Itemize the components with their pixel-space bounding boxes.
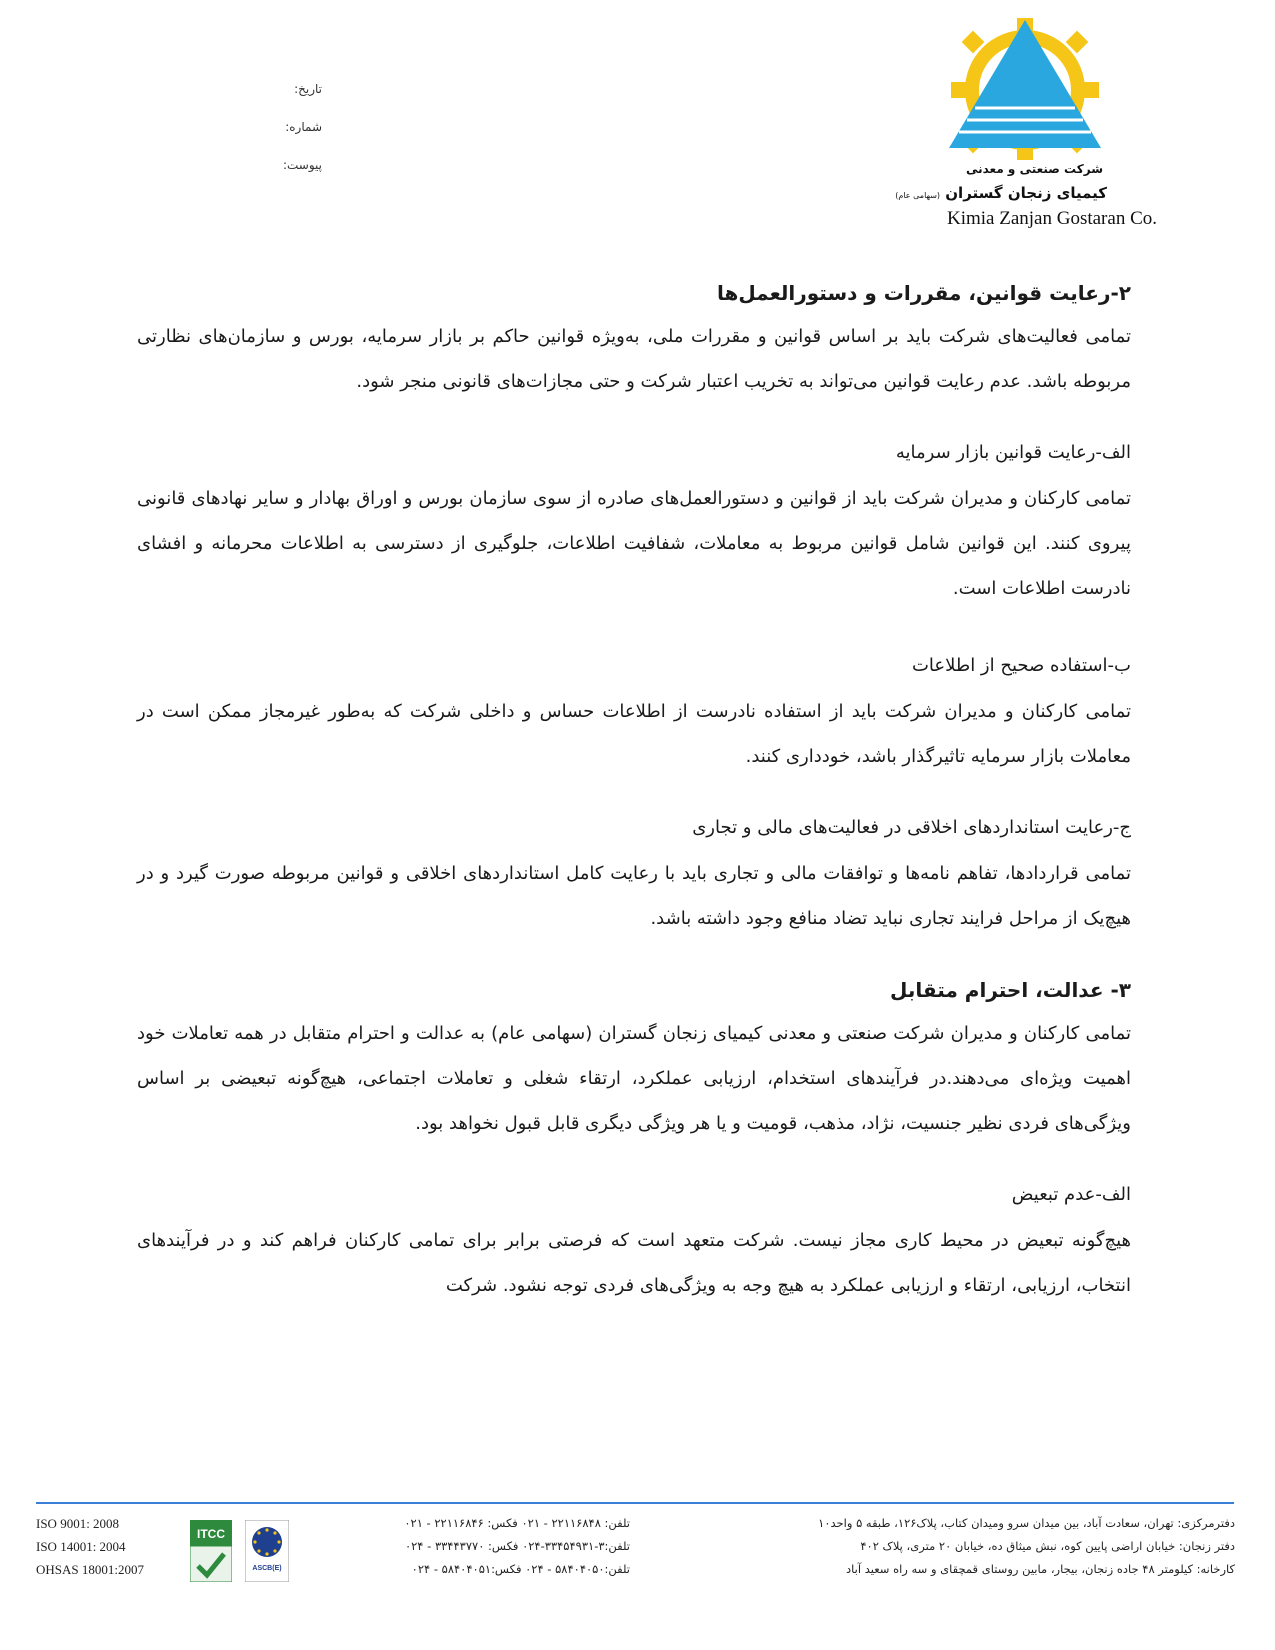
ascb-certificate-logo: [245, 1520, 289, 1582]
letter-meta: [240, 80, 322, 194]
company-subtitle: شرکت صنعتی و معدنی: [965, 162, 1103, 176]
section-2c-title: ج-رعایت استانداردهای اخلاقی در فعالیت‌های مالی و تجاری: [692, 817, 1131, 838]
section-2: [137, 278, 1131, 941]
address-hq: دفترمرکزی: تهران، سعادت آباد، بین میدان سرو ومیدان کتاب، پلاک۱۲۶، طبقه ۵ واحد۱۰: [818, 1516, 1235, 1530]
footer-addresses: [575, 1512, 1235, 1581]
ascb-badge-icon: [245, 1520, 289, 1582]
section-2a-text: تمامی کارکنان و مدیران شرکت باید از قوانین و دستورالعمل‌های صادره از سوی سازمان بورس و اوراق بهادار و سایر نهادهای قانونی پیروی کنند. این قوانین شامل قوانین مربوط به معاملات، شفافیت اطلاعات، جلوگیری از دسترسی به اطلاعات محرمانه و افشای نادرست اطلاعات است.: [137, 488, 1131, 599]
itcc-label: ITCC: [197, 1527, 225, 1541]
company-name-suffix: (سهامی عام): [895, 191, 941, 200]
ohsas-18001: OHSAS 18001:2007: [36, 1562, 144, 1577]
section-3-title: ۳- عدالت، احترام متقابل: [890, 978, 1131, 1002]
itcc-badge-icon: [190, 1520, 232, 1582]
company-logo: [895, 16, 1165, 229]
section-2a-title: الف-رعایت قوانین بازار سرمایه: [895, 442, 1131, 463]
address-zanjan: دفتر زنجان: خیابان اراضی پایین کوه، نبش میثاق ده، خیابان ۲۰ متری، پلاک ۴۰۲: [860, 1539, 1235, 1553]
meta-attachment-label: پیوست:: [282, 158, 322, 172]
document-body: [137, 278, 1131, 1308]
iso-standards: [36, 1512, 144, 1581]
company-name-text: کیمیای زنجان گستران: [945, 184, 1107, 202]
section-3: [137, 975, 1131, 1308]
section-2b-text: تمامی کارکنان و مدیران شرکت باید از استفاده نادرست از اطلاعات حساس و داخلی شرکت که به‌طور غیرمجاز ممکن است در معاملات بازار سرمایه تاثیرگذار باشد، خودداری کنند.: [137, 701, 1131, 767]
iso-9001: ISO 9001: 2008: [36, 1516, 120, 1531]
meta-number-label: شماره:: [285, 120, 322, 134]
ascb-label: ASCB(E): [252, 1565, 282, 1572]
company-name-fa: [895, 184, 1107, 202]
section-2b-title: ب-استفاده صحیح از اطلاعات: [911, 655, 1131, 676]
itcc-certificate-logo: [190, 1520, 232, 1582]
company-name-en: Kimia Zanjan Gostaran Co.: [946, 208, 1157, 229]
section-2-intro: تمامی فعالیت‌های شرکت باید بر اساس قوانین و مقررات ملی، به‌ویژه قوانین حاکم بر بازار سرمایه، بورس و سازمان‌های نظارتی مربوطه باشد. عدم رعایت قوانین می‌تواند به تخریب اعتبار شرکت و حتی مجازات‌های قانونی منجر شود.: [137, 326, 1131, 392]
meta-date-label: تاریخ:: [294, 82, 322, 96]
section-2c-text: تمامی قراردادها، تفاهم نامه‌ها و توافقات مالی و تجاری باید با رعایت کامل استانداردهای اخلاقی و قوانین مربوطه صورت گیرد و در هیچ‌یک از مراحل فرایند تجاری نباید تضاد منافع وجود داشته باشد.: [137, 863, 1131, 929]
section-2-title: ۲-رعایت قوانین، مقررات و دستورالعمل‌ها: [716, 281, 1131, 305]
phone-factory: تلفن:۵۸۴۰۴۰۵۰ - ۰۲۴ فکس:۵۸۴۰۴۰۵۱ - ۰۲۴: [411, 1562, 630, 1576]
footer-divider: [36, 1502, 1234, 1504]
gear-triangle-logo-icon: [945, 16, 1105, 161]
iso-14001: ISO 14001: 2004: [36, 1539, 126, 1554]
section-3a-text: هیچ‌گونه تبعیض در محیط کاری مجاز نیست. شرکت متعهد است که فرصتی برابر برای تمامی کارکنان فراهم کند و در فرآیندهای انتخاب، ارزیابی، ارتقاء و ارزیابی عملکرد به هیچ وجه به ویژگی‌های فردی توجه نشود. شرکت: [137, 1230, 1131, 1296]
footer-phones: [300, 1512, 630, 1581]
phone-hq: تلفن: ۲۲۱۱۶۸۴۸ - ۰۲۱ فکس: ۲۲۱۱۶۸۴۶ - ۰۲۱: [404, 1516, 630, 1530]
section-3-intro: تمامی کارکنان و مدیران شرکت صنعتی و معدنی کیمیای زنجان گستران (سهامی عام) به عدالت و احترام متقابل در همه تعاملات خود اهمیت ویژه‌ای می‌دهند.در فرآیندهای استخدام، ارزیابی عملکرد، ارتقاء شغلی و تعاملات اجتماعی، هیچ‌گونه تبعیضی بر اساس ویژگی‌های فردی نظیر جنسیت، نژاد، مذهب، قومیت و یا هر ویژگی دیگری قابل قبول نخواهد بود.: [137, 1023, 1131, 1134]
section-3a-title: الف-عدم تبعیض: [1011, 1184, 1131, 1205]
address-factory: کارخانه: کیلومتر ۴۸ جاده زنجان، بیجار، مابین روستای قمچقای و سه راه سعید آباد: [846, 1562, 1235, 1576]
phone-zanjan: تلفن:۳-۳۳۴۵۴۹۳۱-۰۲۴ فکس: ۳۳۴۴۳۷۷۰ - ۰۲۴: [404, 1539, 630, 1553]
